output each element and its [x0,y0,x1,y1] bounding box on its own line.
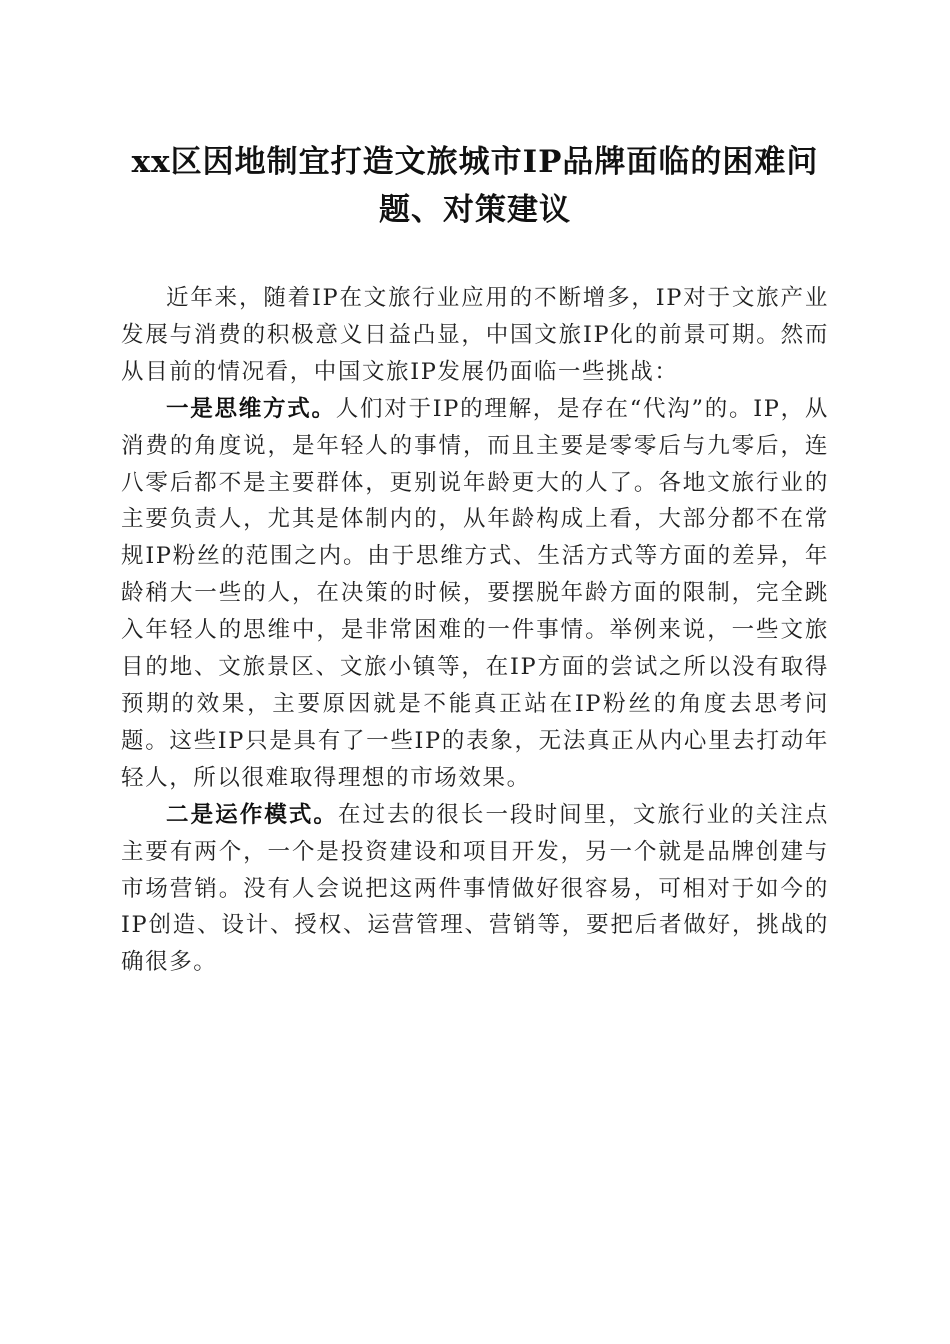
paragraph-intro [121,280,829,391]
paragraph-text: 人们对于IP的理解，是存在“代沟”的。IP，从消费的角度说，是年轻人的事情，而且主要是零零后与九零后，连八零后都不是主要群体，更别说年龄更大的人了。各地文旅行业的主要负责人，尤其是体制内的，从年龄构成上看，大部分都不在常规IP粉丝的范围之内。由于思维方式、生活方式等方面的差异，年龄稍大一些的人，在决策的时候，要摆脱年龄方面的限制，完全跳入年轻人的思维中，是非常困难的一件事情。举例来说，一些文旅目的地、文旅景区、文旅小镇等，在IP方面的尝试之所以没有取得预期的效果，主要原因就是不能真正站在IP粉丝的角度去思考问题。这些IP只是具有了一些IP的表象，无法真正从内心里去打动年轻人，所以很难取得理想的市场效果。 [121,395,829,791]
paragraph-lead: 二是运作模式。 [166,801,339,828]
paragraph-lead: 一是思维方式。 [166,395,336,422]
paragraph-thinking-mode [121,391,829,797]
document-title: xx区因地制宜打造文旅城市IP品牌面临的困难问题、对策建议 [131,144,819,228]
paragraph-text: 近年来，随着IP在文旅行业应用的不断增多，IP对于文旅产业发展与消费的积极意义日益凸显，中国文旅IP化的前景可期。然而从目前的情况看，中国文旅IP发展仍面临一些挑战： [121,285,829,385]
paragraph-text: 在过去的很长一段时间里，文旅行业的关注点主要有两个，一个是投资建设和项目开发，另一个就是品牌创建与市场营销。没有人会说把这两件事情做好很容易，可相对于如今的IP创造、设计、授权、运营管理、营销等，要把后者做好，挑战的确很多。 [121,801,829,976]
paragraph-operation-mode [121,797,829,982]
document-body [121,280,829,981]
